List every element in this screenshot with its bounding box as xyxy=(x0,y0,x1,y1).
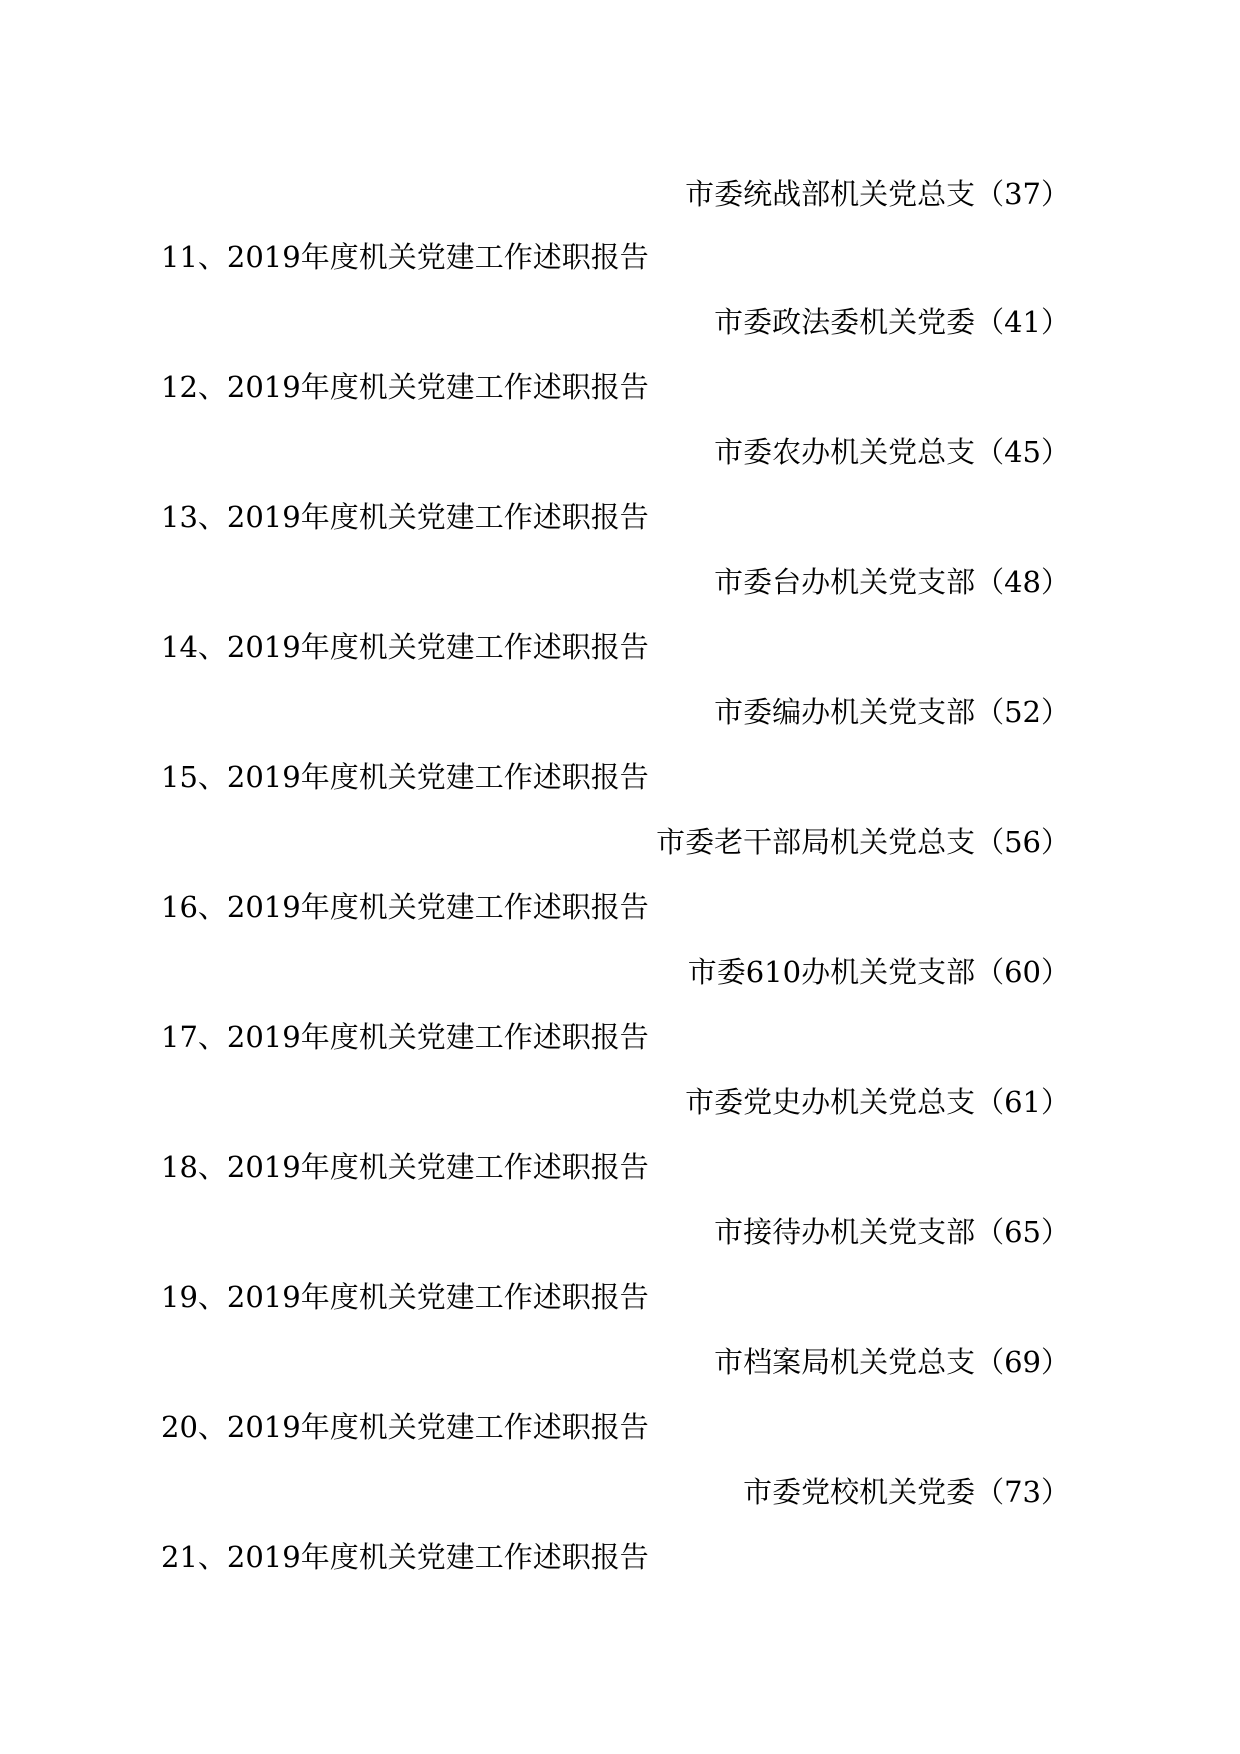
toc-unit-line: 市委政法委机关党委（41） xyxy=(714,305,1070,339)
toc-title-line: 19、2019年度机关党建工作述职报告 xyxy=(161,1280,649,1314)
toc-unit-line: 市委台办机关党支部（48） xyxy=(714,565,1070,599)
toc-title-line: 13、2019年度机关党建工作述职报告 xyxy=(161,500,649,534)
toc-unit-line: 市接待办机关党支部（65） xyxy=(714,1215,1070,1249)
toc-unit-line: 市委党史办机关党总支（61） xyxy=(685,1085,1070,1119)
toc-unit-line: 市委编办机关党支部（52） xyxy=(714,695,1070,729)
toc-unit-line: 市委统战部机关党总支（37） xyxy=(685,177,1070,211)
toc-title-line: 21、2019年度机关党建工作述职报告 xyxy=(161,1540,649,1574)
toc-unit-line: 市委610办机关党支部（60） xyxy=(687,955,1070,989)
toc-unit-line: 市委党校机关党委（73） xyxy=(743,1475,1070,1509)
toc-title-line: 20、2019年度机关党建工作述职报告 xyxy=(161,1410,649,1444)
toc-unit-line: 市档案局机关党总支（69） xyxy=(714,1345,1070,1379)
toc-title-line: 12、2019年度机关党建工作述职报告 xyxy=(161,370,649,404)
toc-title-line: 16、2019年度机关党建工作述职报告 xyxy=(161,890,649,924)
toc-title-line: 14、2019年度机关党建工作述职报告 xyxy=(161,630,649,664)
toc-unit-line: 市委老干部局机关党总支（56） xyxy=(656,825,1070,859)
toc-title-line: 18、2019年度机关党建工作述职报告 xyxy=(161,1150,649,1184)
toc-title-line: 11、2019年度机关党建工作述职报告 xyxy=(161,240,649,274)
toc-title-line: 15、2019年度机关党建工作述职报告 xyxy=(161,760,649,794)
toc-unit-line: 市委农办机关党总支（45） xyxy=(714,435,1070,469)
toc-title-line: 17、2019年度机关党建工作述职报告 xyxy=(161,1020,649,1054)
